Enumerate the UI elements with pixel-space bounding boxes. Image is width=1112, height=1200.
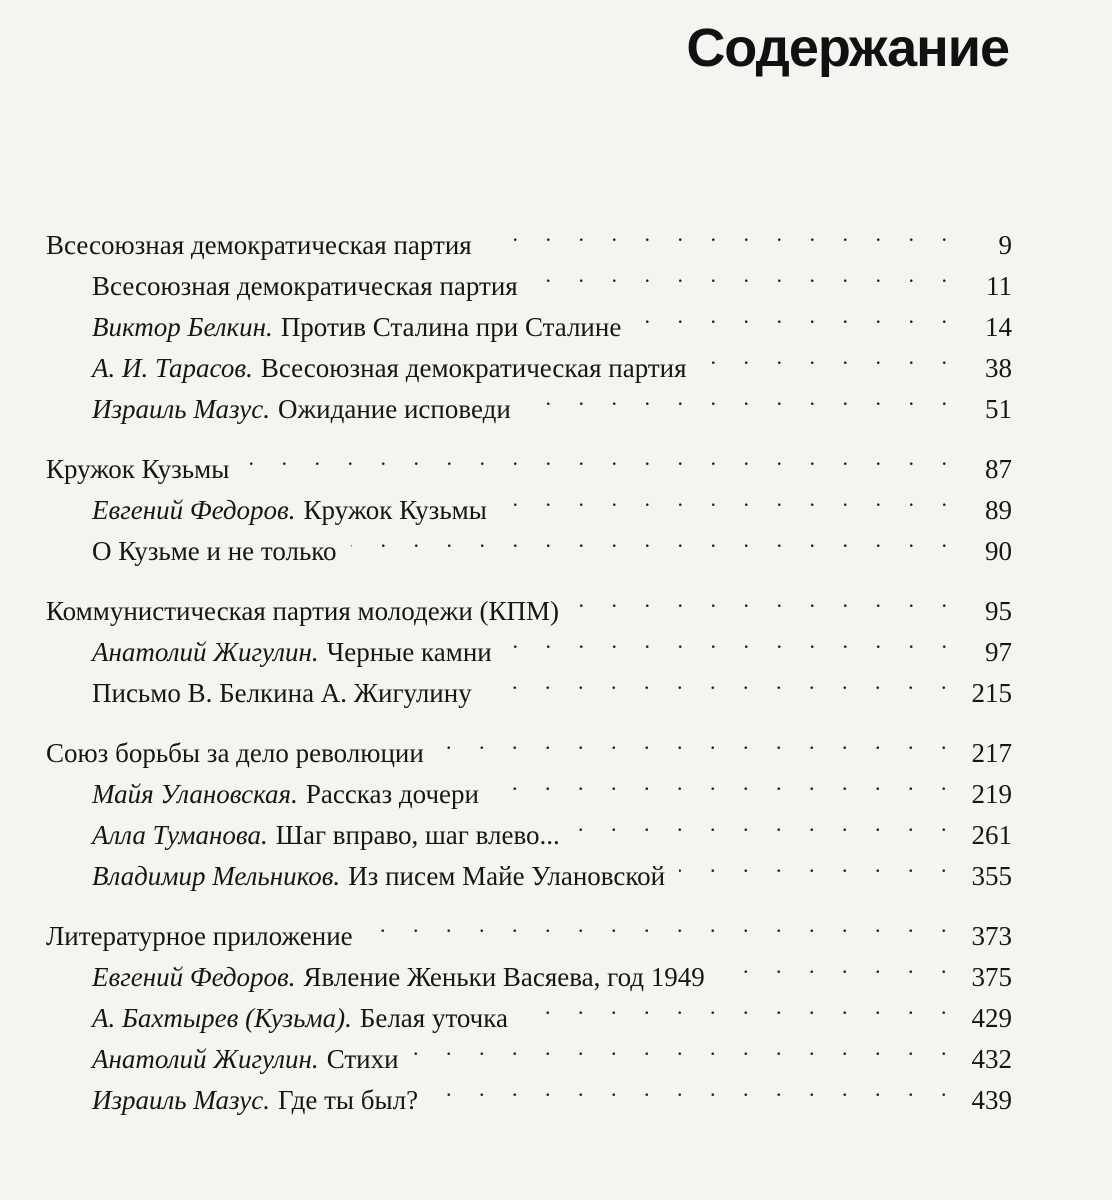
page-number: 90 (985, 536, 1012, 566)
section-title: Литературное приложение (46, 921, 353, 951)
dot-leader (351, 519, 958, 560)
page-number: 95 (985, 596, 1012, 626)
section-title: Коммунистическая партия молодежи (КПМ) (46, 596, 560, 626)
entry-title: Письмо В. Белкина А. Жигулину (92, 678, 472, 708)
entry-author: А. Бахтырев (Кузьма). (92, 1003, 352, 1033)
entry-author: Виктор Белкин. (92, 312, 273, 342)
dot-leader (573, 579, 958, 620)
section-title: Союз борьбы за дело революции (46, 738, 424, 768)
entry-author: Владимир Мельников. (92, 861, 341, 891)
entry-author: Израиль Мазус. (92, 1085, 271, 1115)
dot-leader (701, 336, 958, 377)
section-title: Всесоюзная демократическая партия (46, 230, 472, 260)
toc-section-heading (46, 904, 1012, 951)
dot-leader (486, 661, 958, 702)
dot-leader (243, 437, 958, 478)
entry-author: А. И. Тарасов. (92, 353, 253, 383)
page-number: 217 (971, 738, 1012, 768)
dot-leader (522, 986, 958, 1027)
dot-leader (438, 721, 958, 762)
page-number: 429 (971, 1003, 1012, 1033)
dot-leader (413, 1027, 958, 1068)
entry-title: Черные камни (326, 637, 492, 667)
page-number: 97 (985, 637, 1012, 667)
dot-leader (532, 254, 958, 295)
dot-leader (635, 295, 958, 336)
entry-title: Шаг вправо, шаг влево... (275, 820, 560, 850)
page-number: 432 (971, 1044, 1012, 1074)
page-number: 373 (971, 921, 1012, 951)
table-of-contents (46, 213, 1012, 1128)
toc-section-heading (46, 213, 1012, 260)
entry-author: Анатолий Жигулин. (92, 637, 319, 667)
entry-title: Стихи (326, 1044, 399, 1074)
page-number: 439 (971, 1085, 1012, 1115)
entry-title: Из писем Майе Улановской (348, 861, 666, 891)
entry-title: Явление Женьки Васяева, год 1949 (303, 962, 705, 992)
entry-title: Кружок Кузьмы (303, 495, 487, 525)
entry-title: О Кузьме и не только (92, 536, 337, 566)
toc-section (46, 904, 1012, 1115)
section-title: Кружок Кузьмы (46, 454, 230, 484)
page-number: 261 (971, 820, 1012, 850)
toc-section-heading (46, 721, 1012, 768)
page-number: 87 (985, 454, 1012, 484)
page-number: 51 (985, 394, 1012, 424)
toc-section (46, 579, 1012, 708)
toc-section (46, 721, 1012, 891)
toc-section-heading (46, 437, 1012, 484)
page-number: 14 (985, 312, 1012, 342)
page-number: 38 (985, 353, 1012, 383)
entry-title: Рассказ дочери (305, 779, 479, 809)
dot-leader (493, 762, 958, 803)
dot-leader (501, 478, 958, 519)
entry-author: Израиль Мазус. (92, 394, 271, 424)
page-title: Содержание (686, 18, 1009, 78)
dot-leader (679, 844, 957, 885)
dot-leader (432, 1068, 957, 1109)
entry-title: Где ты был? (278, 1085, 419, 1115)
entry-title: Белая уточка (359, 1003, 508, 1033)
dot-leader (506, 620, 958, 661)
entry-title: Ожидание исповеди (278, 394, 511, 424)
entry-author: Алла Туманова. (92, 820, 268, 850)
toc-section (46, 213, 1012, 424)
dot-leader (525, 377, 958, 418)
page-number: 215 (971, 678, 1012, 708)
entry-author: Анатолий Жигулин. (92, 1044, 319, 1074)
page-number: 11 (986, 271, 1012, 301)
page-number: 219 (971, 779, 1012, 809)
entry-author: Майя Улановская. (92, 779, 298, 809)
entry-author: Евгений Федоров. (92, 495, 296, 525)
dot-leader (719, 945, 958, 986)
page-number: 355 (971, 861, 1012, 891)
dot-leader (486, 213, 958, 254)
dot-leader (574, 803, 958, 844)
dot-leader (367, 904, 958, 945)
entry-author: Евгений Федоров. (92, 962, 296, 992)
page-number: 89 (985, 495, 1012, 525)
toc-section-heading (46, 579, 1012, 626)
entry-title: Всесоюзная демократическая партия (92, 271, 518, 301)
entry-title: Против Сталина при Сталине (280, 312, 622, 342)
toc-section (46, 437, 1012, 566)
page-number: 9 (998, 230, 1012, 260)
page-number: 375 (971, 962, 1012, 992)
entry-title: Всесоюзная демократическая партия (260, 353, 687, 383)
